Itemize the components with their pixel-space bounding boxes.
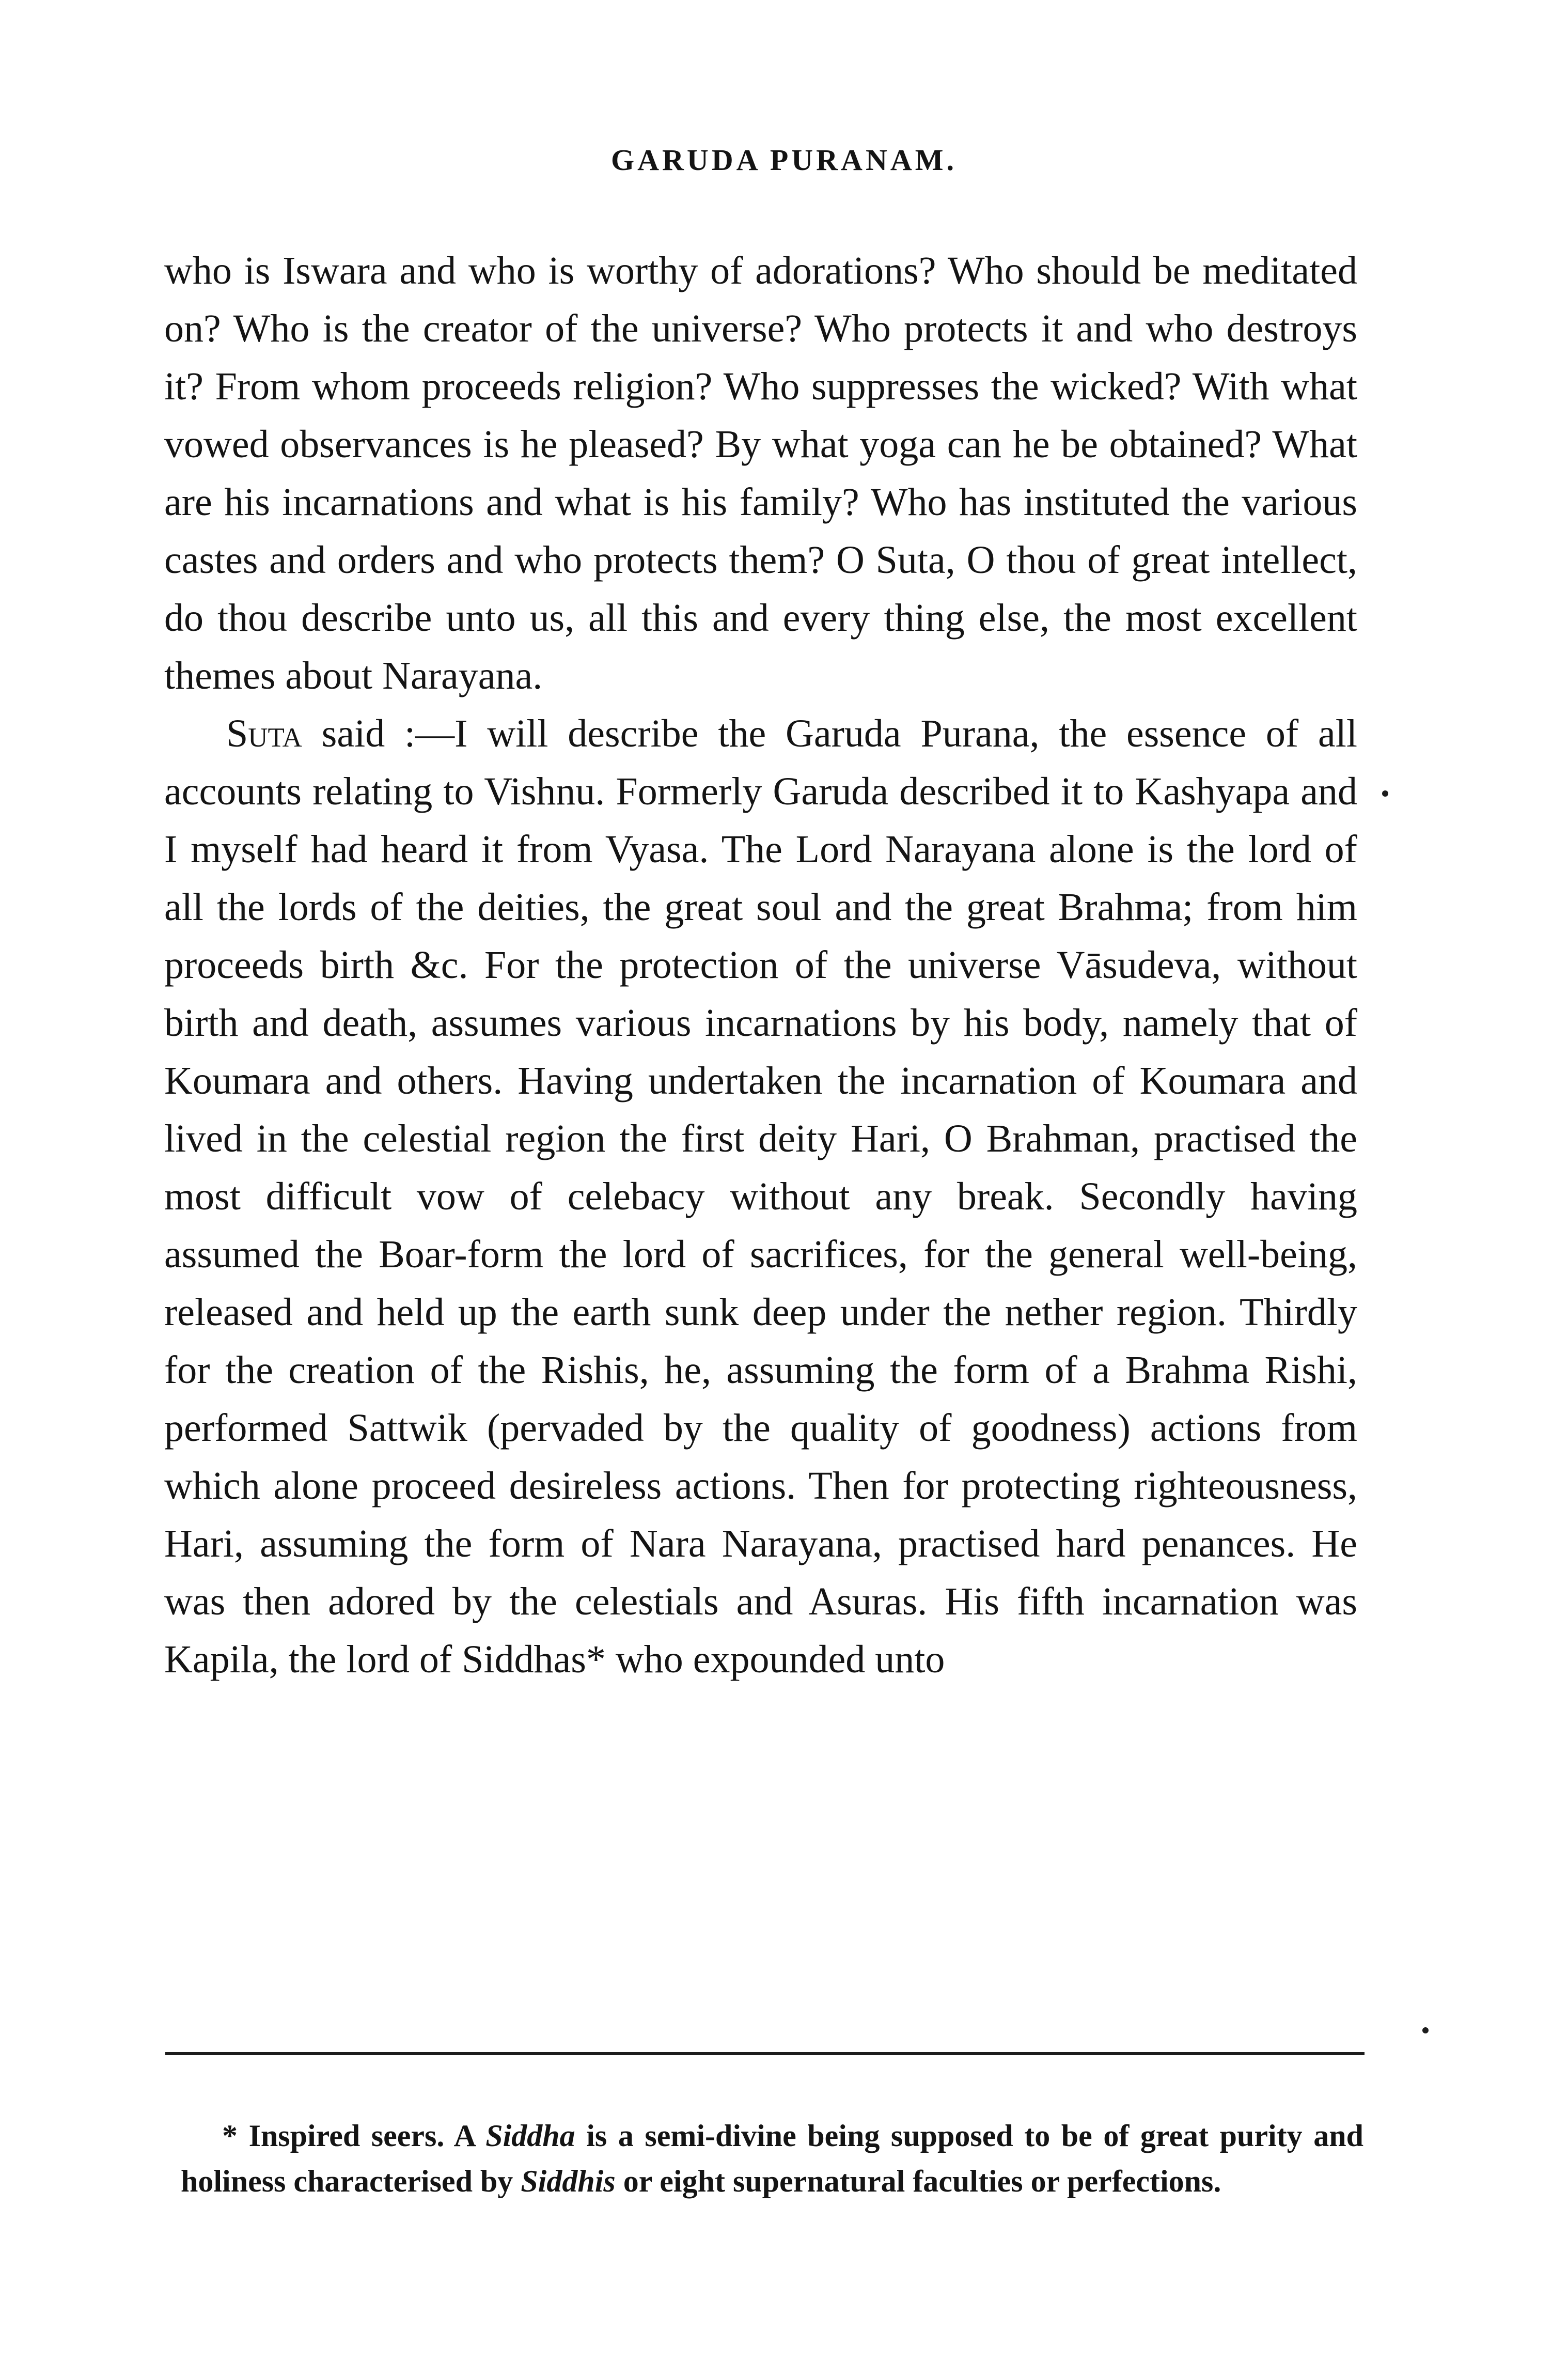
footnote — [181, 2113, 1363, 2204]
margin-speck — [1422, 2027, 1429, 2033]
footnote-tail: or eight supernatural faculties or perfections. — [615, 2164, 1221, 2198]
footnote-term-siddha: Siddha — [485, 2119, 575, 2153]
running-head: GARUDA PURANAM. — [611, 143, 957, 177]
paragraph-suta-text: said :—I will describe the Garuda Purana, the essence of all accounts relating to Vishnu. Formerly Garuda described it to Kashyapa and I myself had heard it from Vyasa. The Lord Narayana alone is the lord of all the lords of the deities, the great soul and the great Brahma; from him proceeds birth &c. For the protection of the universe Vāsudeva, without birth and death, assumes various incarnations by his body, namely that of Koumara and others. Having undertaken the incarnation of Koumara and lived in the celestial region the first deity Hari, O Brahman, practised the most difficult vow of celebacy without any break. Secondly having assumed the Boar-form the lord of sacrifices, for the general well-being, released and held up the earth sunk deep under the nether region. Thirdly for the creation of the Rishis, he, assuming the form of a Brahma Rishi, performed Sattwik (pervaded by the quality of goodness) actions from which alone proceed desireless actions. Then for protecting righteousness, Hari, assuming the form of Nara Narayana, practised hard penances. He was then adored by the celestials and Asuras. His fifth incarnation was Kapila, the lord of Siddhas* who expounded unto — [164, 712, 1357, 1681]
footnote-term-siddhis: Siddhis — [521, 2164, 616, 2198]
footnote-rule — [165, 2052, 1365, 2055]
margin-speck — [1382, 790, 1388, 797]
footnote-middle: is a semi-divine being supposed to be of great purity and holiness characterised by — [181, 2119, 1363, 2198]
paragraph-questions: who is Iswara and who is worthy of adorations? Who should be meditated on? Who is the creator of the universe? Who protects it and who destroys it? From whom proceeds religion? Who suppresses the wicked? With what vowed observances is he pleased? By what yoga can he be obtained? What are his incarnations and what is his family? Who has instituted the various castes and orders and who protects them? O Suta, O thou of great intellect, do thou describe unto us, all this and every thing else, the most excellent themes about Narayana. — [164, 249, 1357, 697]
footnote-lead: * Inspired seers. A — [222, 2119, 486, 2153]
footnote-text — [181, 2113, 1363, 2204]
speaker-name: Suta — [226, 712, 302, 755]
paragraph-suta-said — [164, 705, 1357, 1688]
main-text — [164, 242, 1357, 1688]
